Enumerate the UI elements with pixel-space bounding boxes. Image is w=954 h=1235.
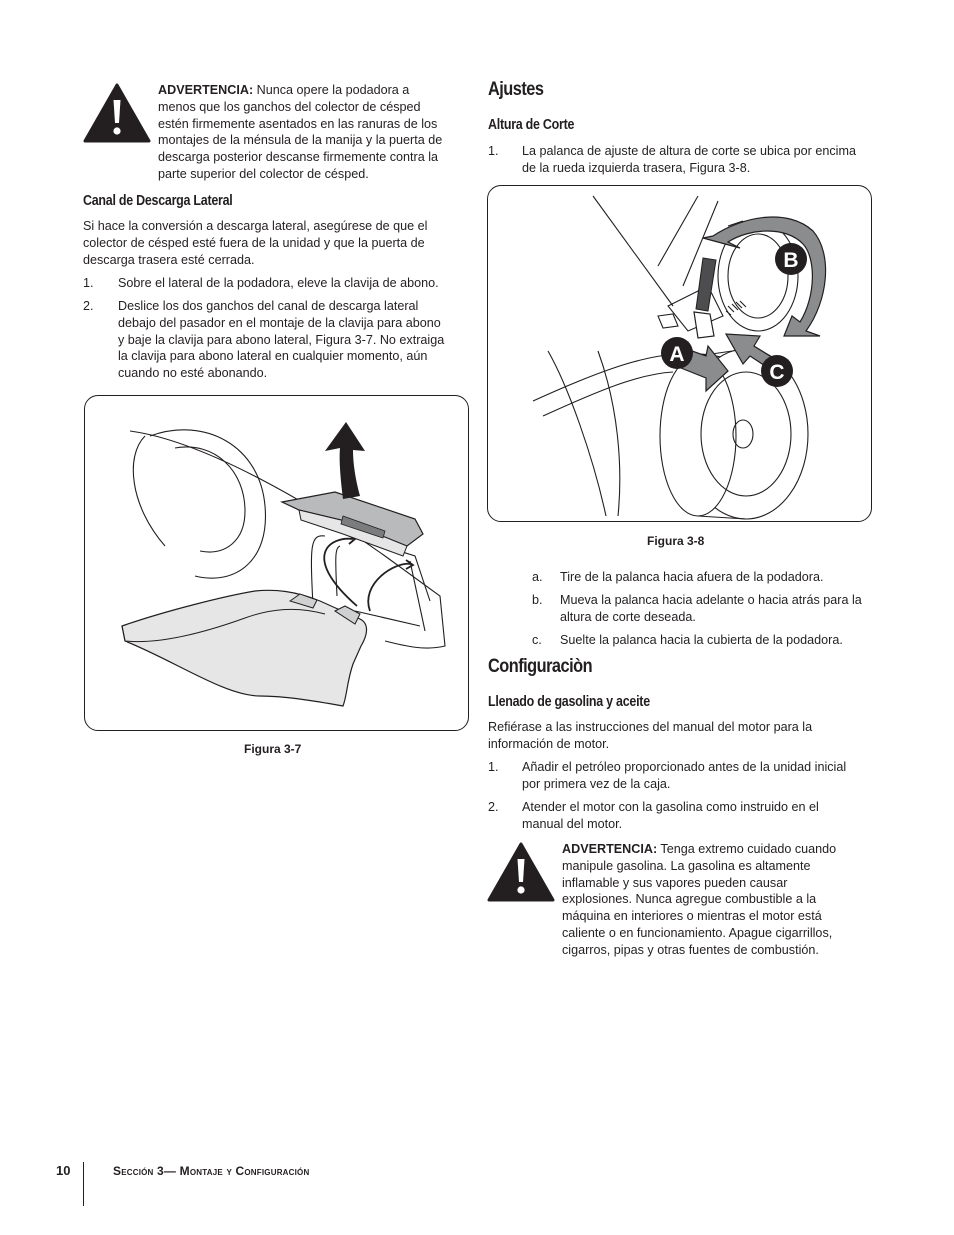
warning-triangle-icon — [487, 842, 555, 902]
side-discharge-intro: Si hace la conversión a descarga lateral, asegúrese de que el colector de césped esté fuera de la unidad y que la puerta de descarga trasera esté cerrada. — [83, 219, 428, 267]
heading-altura-de-corte: Altura de Corte — [488, 117, 575, 133]
side-discharge-chute-illustration — [85, 396, 468, 730]
figure-caption-3-8: Figura 3-8 — [647, 534, 705, 548]
warning-label: ADVERTENCIA: — [562, 842, 658, 856]
warning-text-fuel: ADVERTENCIA: Tenga extremo cuidado cuando manipule gasolina. La gasolina es altamente inflamable y sus vapores pueden causar explosiones. Nunca agregue combustible a la máquina en interiores o mientras el motor está caliente o en funcionamiento. Apague cigarrillos, cigarros, pipas y otras fuentes de combustión. — [562, 842, 837, 957]
figure-3-8 — [487, 185, 872, 522]
callout-label-b: B — [783, 249, 799, 272]
callout-label-c: C — [769, 361, 785, 384]
section-heading-side-discharge: Canal de Descarga Lateral — [83, 193, 233, 209]
fuel-intro: Refiérase a las instrucciones del manual del motor para la información de motor. — [488, 720, 813, 751]
heading-llenado-gasolina: Llenado de gasolina y aceite — [488, 694, 650, 710]
footer-section-title: Sección 3— Montaje y Configuración — [113, 1164, 310, 1178]
figure-caption-3-7: Figura 3-7 — [244, 742, 302, 756]
heading-ajustes: Ajustes — [488, 79, 544, 100]
warning-label: ADVERTENCIA: — [158, 83, 254, 97]
heading-configuracion: Configuraciòn — [488, 656, 593, 677]
page-number: 10 — [56, 1163, 71, 1178]
warning-text-mower: ADVERTENCIA: Nunca opere la podadora a menos que los ganchos del colector de césped estén firmemente asentados en las ranuras de los montajes de la ménsula de la manija y la puerta de descarga posterior descanse firmemente contra la parte superior del colector de césped. — [158, 83, 443, 181]
footer-divider — [83, 1162, 84, 1206]
cutting-height-lever-illustration — [488, 186, 871, 521]
warning-triangle-icon — [83, 83, 151, 143]
figure-3-7 — [84, 395, 469, 731]
callout-label-a: A — [669, 343, 685, 366]
